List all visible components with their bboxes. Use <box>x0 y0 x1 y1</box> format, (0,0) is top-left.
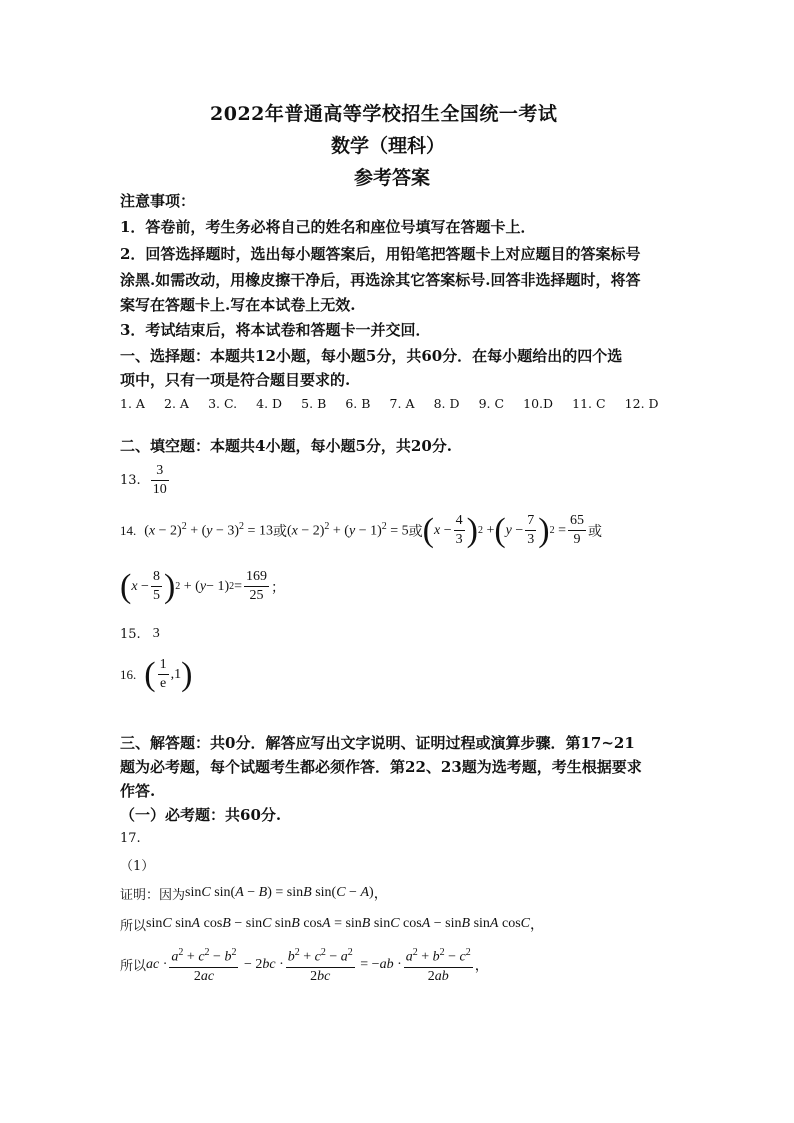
q14-or: 或 <box>272 524 287 540</box>
q14-answer-line2: ( x − $\frac{8}{5}$ ) 2 + ( y − 1) 2 = $\frac{169}{25}$ ； <box>120 567 286 605</box>
section3-heading-b: 题为必考题，每个试题考生都必须作答．第22、23题为选考题，考生根据要求 <box>120 758 642 776</box>
q13-answer <box>120 462 171 499</box>
choice-answer: 5. B <box>301 396 327 411</box>
q17-label: 17. <box>120 831 141 846</box>
choice-answer: 10.D <box>523 396 554 411</box>
section1-heading-b: 项中，只有一项是符合题目要求的. <box>120 371 351 389</box>
choice-answer: 8. D <box>433 396 460 411</box>
choice-answer: 11. C <box>572 396 606 411</box>
proof-prefix: 证明：因为 <box>120 886 186 902</box>
choice-answer: 12. D <box>624 396 659 411</box>
proof-line-2: 所以 sinC sinA cosB − sinC sinB cosA = sinB sinC cosA − sinB sinA cosC ， <box>120 916 544 933</box>
so-prefix: 所以 <box>120 917 147 933</box>
choice-answer: 3. C. <box>208 396 238 411</box>
proof-line-3: 所以 ac · $\frac{a^2 + c^2 - b^2}{2ac}$ − 2 bc · $\frac{b^2 + c^2 - a^2}{2bc}$ = − ab · $\frac{a^2 + b^2 - c^2}{2ab}$ ， <box>120 944 489 986</box>
section3-heading-a: 三、解答题：共0分．解答应写出文字说明、证明过程或演算步骤．第17~21 <box>120 734 635 752</box>
q14-or: 或 <box>588 524 603 540</box>
q14-expr-2: $(x - 2)^2 + (y - 1)^2 = 5$ <box>286 521 409 539</box>
choice-answer: 1. A <box>120 396 145 411</box>
choice-answers-row <box>120 393 659 412</box>
q14-label: 14. <box>120 522 137 538</box>
notes-item-3: 3．考试结束后，将本试卷和答题卡一并交回． <box>120 321 431 339</box>
so-prefix: 所以 <box>120 958 147 974</box>
q13-fraction: $\frac{3}{10}$ <box>152 463 167 497</box>
choice-answer: 4. D <box>256 396 283 411</box>
notes-item-1: 1．答卷前，考生务必将自己的姓名和座位号填写在答题卡上． <box>120 218 536 236</box>
section3-heading-c: 作答. <box>120 782 156 800</box>
choice-answer: 9. C <box>478 396 505 411</box>
q15-label: 15. <box>120 626 141 642</box>
q16-label: 16. <box>120 666 137 682</box>
notes-item-2c: 案写在答题卡上.写在本试卷上无效. <box>120 296 356 314</box>
document-title: 2022年普通高等学校招生全国统一考试 <box>210 103 558 125</box>
choice-answer: 2. A <box>164 396 189 411</box>
document-subtitle: 数学（理科） <box>331 135 446 157</box>
q14-answer-line1: 14. $(x - 2)^2 + (y - 3)^2 = 13$ 或 $(x - 2)^2 + (y - 1)^2 = 5$ 或 ( x − $\frac{4}{3}$ ) 2 + ( y − $\frac{7}{3}$ ) 2 = $\frac{65}{9}$ 或 <box>120 511 603 549</box>
section1-heading-a: 一、选择题：本题共12小题，每小题5分，共60分．在每小题给出的四个选 <box>120 347 623 365</box>
q16-answer: 16. ( $\frac{1}{e}$ ,1 ) <box>120 655 193 693</box>
q15-value: 3 <box>152 626 160 641</box>
q17-part1-label: （1） <box>120 859 155 874</box>
notes-heading: 注意事项： <box>120 192 196 210</box>
proof-line-1: 证明：因为 sinC sin(A − B) = sinB sin(C − A) ， <box>120 885 388 902</box>
document-subtitle-answer: 参考答案 <box>354 167 431 189</box>
choice-answer: 7. A <box>389 396 415 411</box>
q14-semicolon: ； <box>271 580 286 596</box>
section3-subheading: （一）必考题：共60分. <box>120 806 282 824</box>
notes-item-2a: 2．回答选择题时，选出每小题答案后，用铅笔把答题卡上对应题目的答案标号 <box>120 245 641 263</box>
q14-or: 或 <box>408 524 423 540</box>
notes-item-2b: 涂黑.如需改动，用橡皮擦干净后，再选涂其它答案标号.回答非选择题时，将答 <box>120 271 641 289</box>
choice-answer: 6. B <box>345 396 371 411</box>
q15-answer <box>120 626 160 642</box>
q14-expr-1: $(x - 2)^2 + (y - 3)^2 = 13$ <box>144 521 273 539</box>
section2-heading: 二、填空题：本题共4小题，每小题5分，共20分. <box>120 437 452 455</box>
q13-label: 13. <box>120 473 141 488</box>
